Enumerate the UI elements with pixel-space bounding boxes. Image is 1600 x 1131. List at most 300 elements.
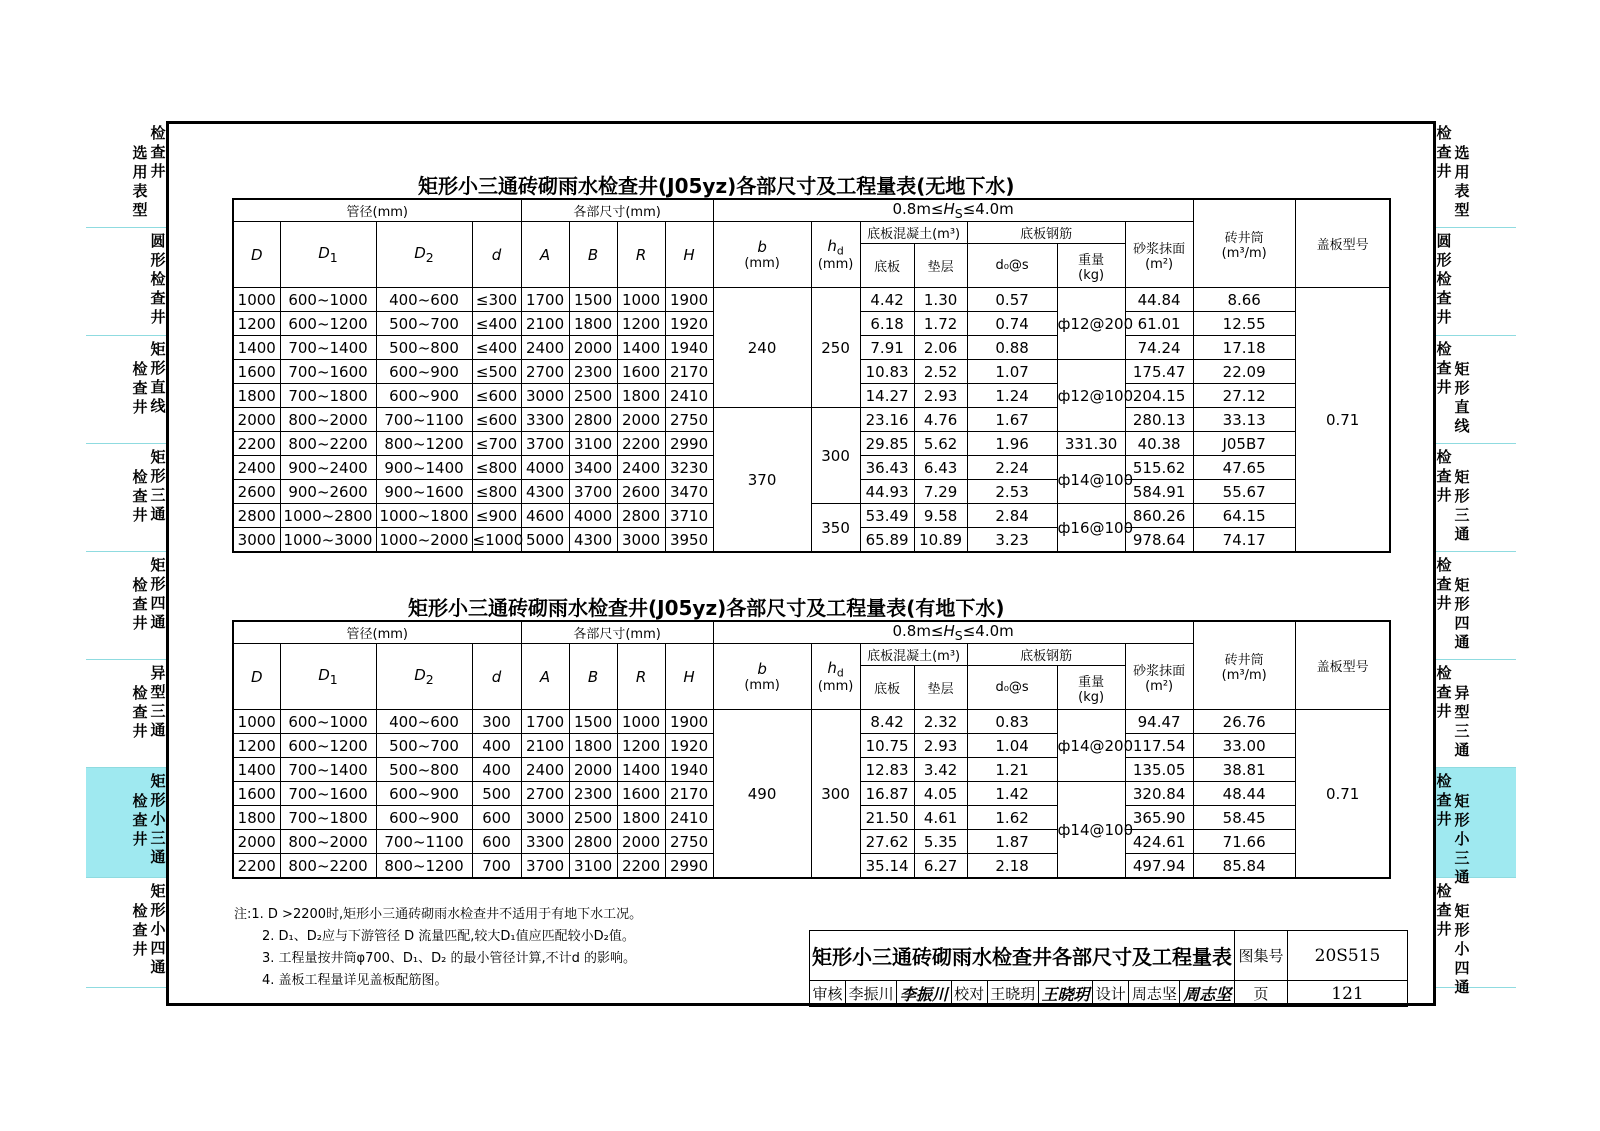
cell-slab: 9.58 bbox=[914, 504, 967, 528]
cell-H: 3230 bbox=[665, 456, 713, 480]
cell-A: 3300 bbox=[521, 830, 569, 854]
cell-slab: 2.32 bbox=[914, 710, 967, 734]
col-H: H bbox=[665, 222, 713, 288]
cell-cushion: 0.74 bbox=[967, 312, 1057, 336]
cell-B: 2000 bbox=[569, 758, 617, 782]
sidebar-tab[interactable] bbox=[86, 228, 166, 336]
cell-B: 2000 bbox=[569, 336, 617, 360]
cell-wall: 29.85 bbox=[860, 432, 914, 456]
cell-D2: 400~600 bbox=[376, 710, 472, 734]
sidebar-tab[interactable] bbox=[86, 768, 166, 878]
cell-D: 2800 bbox=[233, 504, 280, 528]
cell-R: 1200 bbox=[617, 734, 665, 758]
table-row bbox=[233, 288, 1390, 312]
sidebar-tab[interactable] bbox=[1436, 768, 1516, 886]
cell-R: 2800 bbox=[617, 504, 665, 528]
cell-R: 1800 bbox=[617, 384, 665, 408]
cell-wall: 12.83 bbox=[860, 758, 914, 782]
right-sidebar bbox=[1436, 120, 1516, 996]
col-D1: $D_1$ bbox=[280, 222, 376, 288]
pipe-header: 管径(mm) bbox=[233, 199, 521, 222]
cell-D2: 900~1600 bbox=[376, 480, 472, 504]
cell-cushion: 1.07 bbox=[967, 360, 1057, 384]
cell-hd: 300 bbox=[811, 710, 860, 879]
cell-slab: 7.29 bbox=[914, 480, 967, 504]
cell-wall: 21.50 bbox=[860, 806, 914, 830]
col-D2: $D_2$ bbox=[376, 644, 472, 710]
cell-cushion: 0.83 bbox=[967, 710, 1057, 734]
cell-d: ≤500 bbox=[472, 360, 521, 384]
cell-B: 4000 bbox=[569, 504, 617, 528]
cell-wall: 8.42 bbox=[860, 710, 914, 734]
sidebar-tab[interactable] bbox=[1436, 444, 1516, 552]
cell-B: 2500 bbox=[569, 806, 617, 830]
cell-B: 3100 bbox=[569, 854, 617, 879]
sidebar-tab-label: 检查井 bbox=[132, 902, 148, 958]
cell-b: 490 bbox=[713, 710, 811, 879]
cell-D1: 700~1800 bbox=[280, 806, 376, 830]
col-b: b (mm) bbox=[713, 644, 811, 710]
cell-cushion: 1.21 bbox=[967, 758, 1057, 782]
cell-plaster: 74.17 bbox=[1193, 528, 1295, 553]
cell-D2: 900~1400 bbox=[376, 456, 472, 480]
note-4: 4. 盖板工程量详见盖板配筋图。 bbox=[262, 973, 448, 988]
cell-D: 2000 bbox=[233, 408, 280, 432]
cell-D1: 600~1000 bbox=[280, 288, 376, 312]
sidebar-tab-label: 检查井 bbox=[132, 576, 148, 632]
cell-B: 1500 bbox=[569, 710, 617, 734]
cell-wall: 65.89 bbox=[860, 528, 914, 553]
sidebar-tab-label: 检查井 bbox=[1436, 772, 1452, 828]
cell-plaster: 47.65 bbox=[1193, 456, 1295, 480]
col-R: R bbox=[617, 222, 665, 288]
cell-rebar: ф14@100 bbox=[1057, 456, 1125, 504]
cell-wall: 53.49 bbox=[860, 504, 914, 528]
sidebar-tab[interactable] bbox=[86, 120, 166, 228]
cell-R: 1200 bbox=[617, 312, 665, 336]
sidebar-tab-label: 检查井 bbox=[1436, 556, 1452, 612]
col-d: d bbox=[472, 222, 521, 288]
cover-header: 盖板型号 bbox=[1295, 199, 1390, 288]
cell-B: 2300 bbox=[569, 360, 617, 384]
cell-B: 1800 bbox=[569, 734, 617, 758]
cell-slab: 5.35 bbox=[914, 830, 967, 854]
cell-weight: 117.54 bbox=[1125, 734, 1193, 758]
table-row bbox=[233, 504, 1390, 528]
sidebar-tab-label: 异型三通 bbox=[150, 664, 166, 739]
cell-D2: 1000~2000 bbox=[376, 528, 472, 553]
table2-title: 矩形小三通砖砌雨水检查井(J05yz)各部尺寸及工程量表(有地下水) bbox=[408, 596, 1005, 620]
review-label: 审核 bbox=[810, 981, 846, 1007]
col-cushion: 垫层 bbox=[914, 244, 967, 288]
designer-signature: 周志坚 bbox=[1180, 981, 1235, 1007]
page-label: 页 bbox=[1235, 981, 1288, 1007]
cell-wall: 36.43 bbox=[860, 456, 914, 480]
cell-A: 3700 bbox=[521, 854, 569, 879]
cell-D: 1400 bbox=[233, 758, 280, 782]
col-D1: $D_1$ bbox=[280, 644, 376, 710]
sidebar-tab-label: 检查井 bbox=[150, 124, 166, 180]
cell-d: 700 bbox=[472, 854, 521, 879]
cell-weight: 860.26 bbox=[1125, 504, 1193, 528]
sidebar-tab-label: 矩形小三通 bbox=[1454, 792, 1470, 886]
cell-hd: 250 bbox=[811, 288, 860, 408]
cell-cushion: 0.57 bbox=[967, 288, 1057, 312]
cell-plaster: 12.55 bbox=[1193, 312, 1295, 336]
note-1: 注:1. D >2200时,矩形小三通砖砌雨水检查井不适用于有地下水工况。 bbox=[234, 907, 643, 922]
sidebar-tab[interactable] bbox=[86, 336, 166, 444]
cell-D: 1800 bbox=[233, 806, 280, 830]
cell-wall: 14.27 bbox=[860, 384, 914, 408]
cell-A: 3000 bbox=[521, 384, 569, 408]
cell-D2: 400~600 bbox=[376, 288, 472, 312]
cell-D1: 800~2000 bbox=[280, 408, 376, 432]
cell-weight: 320.84 bbox=[1125, 782, 1193, 806]
cell-wall: 35.14 bbox=[860, 854, 914, 879]
cell-d: 400 bbox=[472, 734, 521, 758]
cell-weight: 61.01 bbox=[1125, 312, 1193, 336]
cell-slab: 5.62 bbox=[914, 432, 967, 456]
table1 bbox=[232, 198, 1391, 553]
cell-cover: J05B7 bbox=[1193, 432, 1295, 456]
sidebar-tab[interactable] bbox=[1436, 120, 1516, 228]
cell-plaster: 40.38 bbox=[1125, 432, 1193, 456]
cell-D: 1000 bbox=[233, 288, 280, 312]
cell-weight: 331.30 bbox=[1057, 432, 1125, 456]
col-A: A bbox=[521, 644, 569, 710]
sidebar-tab-label: 矩形三通 bbox=[150, 448, 166, 523]
cell-D1: 900~2600 bbox=[280, 480, 376, 504]
col-b: b (mm) bbox=[713, 222, 811, 288]
cell-H: 1900 bbox=[665, 710, 713, 734]
cell-d: ≤1000 bbox=[472, 528, 521, 553]
col-D: D bbox=[233, 644, 280, 710]
cell-weight: 94.47 bbox=[1125, 710, 1193, 734]
col-concrete: 底板混凝土(m³) bbox=[860, 222, 967, 244]
cell-weight: 497.94 bbox=[1125, 854, 1193, 879]
cell-H: 1920 bbox=[665, 734, 713, 758]
cell-H: 2990 bbox=[665, 432, 713, 456]
sidebar-tab[interactable] bbox=[1436, 660, 1516, 768]
cell-D1: 800~2200 bbox=[280, 432, 376, 456]
cell-plaster: 71.66 bbox=[1193, 830, 1295, 854]
cell-D2: 500~700 bbox=[376, 312, 472, 336]
cell-weight: 280.13 bbox=[1125, 408, 1193, 432]
cell-slab: 1.30 bbox=[914, 288, 967, 312]
designer-name: 周志坚 bbox=[1129, 981, 1180, 1007]
cover-header: 盖板型号 bbox=[1295, 621, 1390, 710]
cell-R: 2000 bbox=[617, 408, 665, 432]
cell-cushion: 1.96 bbox=[967, 432, 1057, 456]
cell-D2: 800~1200 bbox=[376, 432, 472, 456]
cell-cushion: 1.04 bbox=[967, 734, 1057, 758]
table-row bbox=[233, 408, 1390, 432]
col-rebar: 底板钢筋 bbox=[967, 222, 1125, 244]
cell-weight: 74.24 bbox=[1125, 336, 1193, 360]
cell-R: 2400 bbox=[617, 456, 665, 480]
cell-cushion: 3.23 bbox=[967, 528, 1057, 553]
sidebar-tab[interactable] bbox=[86, 444, 166, 552]
cell-wall: 4.42 bbox=[860, 288, 914, 312]
cell-d: ≤600 bbox=[472, 408, 521, 432]
cell-D2: 600~900 bbox=[376, 806, 472, 830]
cell-weight: 584.91 bbox=[1125, 480, 1193, 504]
cell-A: 4300 bbox=[521, 480, 569, 504]
reviewer-name: 李振川 bbox=[845, 981, 896, 1007]
cell-A: 3300 bbox=[521, 408, 569, 432]
col-D2: $D_2$ bbox=[376, 222, 472, 288]
sidebar-tab-label: 检查井 bbox=[1436, 340, 1452, 396]
cell-plaster: 85.84 bbox=[1193, 854, 1295, 879]
cell-rebar: ф12@100 bbox=[1057, 360, 1125, 432]
cell-plaster: 26.76 bbox=[1193, 710, 1295, 734]
cell-A: 2400 bbox=[521, 336, 569, 360]
cell-B: 2500 bbox=[569, 384, 617, 408]
cell-plaster: 55.67 bbox=[1193, 480, 1295, 504]
cell-wall: 27.62 bbox=[860, 830, 914, 854]
cell-D1: 800~2000 bbox=[280, 830, 376, 854]
cell-D2: 500~700 bbox=[376, 734, 472, 758]
col-slab: 底板 bbox=[860, 666, 914, 710]
cell-D: 1800 bbox=[233, 384, 280, 408]
cell-cushion: 0.88 bbox=[967, 336, 1057, 360]
cell-H: 1920 bbox=[665, 312, 713, 336]
cell-D1: 700~1600 bbox=[280, 360, 376, 384]
cell-B: 1500 bbox=[569, 288, 617, 312]
cell-cushion: 1.87 bbox=[967, 830, 1057, 854]
cell-slab: 3.42 bbox=[914, 758, 967, 782]
checker-signature: 王晓玥 bbox=[1038, 981, 1092, 1007]
cell-cushion: 2.53 bbox=[967, 480, 1057, 504]
col-rebar: 底板钢筋 bbox=[967, 644, 1125, 666]
sidebar-tab-label: 检查井 bbox=[132, 684, 148, 740]
cell-rebar: ф14@200 bbox=[1057, 710, 1125, 782]
cell-R: 2200 bbox=[617, 854, 665, 879]
cell-D1: 700~1600 bbox=[280, 782, 376, 806]
cell-weight: 424.61 bbox=[1125, 830, 1193, 854]
sidebar-tab-label: 选用表型 bbox=[132, 144, 148, 219]
cell-wall: 23.16 bbox=[860, 408, 914, 432]
sidebar-tab-label: 矩形三通 bbox=[1454, 468, 1470, 543]
cell-d: 600 bbox=[472, 806, 521, 830]
cell-D2: 500~800 bbox=[376, 336, 472, 360]
cell-hd: 300 bbox=[811, 408, 860, 504]
sidebar-tab[interactable] bbox=[1436, 552, 1516, 660]
cell-weight: 204.15 bbox=[1125, 384, 1193, 408]
cell-R: 2200 bbox=[617, 432, 665, 456]
col-rebar-ds: d₀@s bbox=[967, 244, 1057, 288]
shaft-header: 砖井筒 (m³/m) bbox=[1193, 621, 1295, 710]
cell-H: 1900 bbox=[665, 288, 713, 312]
cell-D2: 600~900 bbox=[376, 384, 472, 408]
cell-D1: 600~1200 bbox=[280, 312, 376, 336]
cell-B: 2800 bbox=[569, 830, 617, 854]
cell-H: 3470 bbox=[665, 480, 713, 504]
cell-cushion: 1.62 bbox=[967, 806, 1057, 830]
cell-R: 1000 bbox=[617, 710, 665, 734]
cell-cushion: 2.18 bbox=[967, 854, 1057, 879]
cell-D2: 600~900 bbox=[376, 360, 472, 384]
col-cushion: 垫层 bbox=[914, 666, 967, 710]
cell-slab: 4.61 bbox=[914, 806, 967, 830]
sidebar-tab-label: 矩形直线 bbox=[150, 340, 166, 415]
page-number: 121 bbox=[1288, 981, 1408, 1007]
cell-weight: 44.84 bbox=[1125, 288, 1193, 312]
cell-slab: 2.93 bbox=[914, 734, 967, 758]
cell-slab: 10.89 bbox=[914, 528, 967, 553]
cell-R: 1800 bbox=[617, 806, 665, 830]
cell-slab: 2.93 bbox=[914, 384, 967, 408]
sidebar-tab-label: 矩形小四通 bbox=[150, 882, 166, 976]
col-R: R bbox=[617, 644, 665, 710]
title-block bbox=[809, 930, 1408, 1007]
cell-cushion: 2.24 bbox=[967, 456, 1057, 480]
cell-R: 1400 bbox=[617, 758, 665, 782]
cell-d: 300 bbox=[472, 710, 521, 734]
cell-B: 3100 bbox=[569, 432, 617, 456]
cell-weight: 515.62 bbox=[1125, 456, 1193, 480]
cell-wall: 10.75 bbox=[860, 734, 914, 758]
sidebar-tab[interactable] bbox=[86, 552, 166, 660]
sidebar-tab[interactable] bbox=[1436, 336, 1516, 444]
col-plaster: 砂浆抹面 (m²) bbox=[1125, 644, 1193, 710]
cell-D: 1400 bbox=[233, 336, 280, 360]
cell-H: 2990 bbox=[665, 854, 713, 879]
cell-D: 1200 bbox=[233, 734, 280, 758]
cell-b: 240 bbox=[713, 288, 811, 408]
cell-H: 2410 bbox=[665, 806, 713, 830]
cell-weight: 365.90 bbox=[1125, 806, 1193, 830]
cell-wall: 10.83 bbox=[860, 360, 914, 384]
cell-d: ≤800 bbox=[472, 456, 521, 480]
cell-weight: 175.47 bbox=[1125, 360, 1193, 384]
cell-D: 3000 bbox=[233, 528, 280, 553]
cell-A: 2400 bbox=[521, 758, 569, 782]
cell-shaft: 0.71 bbox=[1295, 288, 1390, 553]
cell-slab: 1.72 bbox=[914, 312, 967, 336]
left-sidebar bbox=[86, 120, 166, 988]
cell-wall: 16.87 bbox=[860, 782, 914, 806]
cell-D: 1200 bbox=[233, 312, 280, 336]
drawing-title: 矩形小三通砖砌雨水检查井各部尺寸及工程量表 bbox=[810, 931, 1235, 981]
cell-A: 4600 bbox=[521, 504, 569, 528]
cell-D: 1600 bbox=[233, 782, 280, 806]
sidebar-tab-label: 选用表型 bbox=[1454, 144, 1470, 219]
cell-d: ≤600 bbox=[472, 384, 521, 408]
cell-A: 4000 bbox=[521, 456, 569, 480]
atlas-number: 20S515 bbox=[1288, 931, 1408, 981]
sidebar-tab[interactable] bbox=[1436, 878, 1516, 996]
cell-D1: 700~1400 bbox=[280, 336, 376, 360]
cell-D2: 500~800 bbox=[376, 758, 472, 782]
cell-H: 3710 bbox=[665, 504, 713, 528]
cell-b: 370 bbox=[713, 408, 811, 553]
cell-A: 3000 bbox=[521, 806, 569, 830]
cell-H: 2170 bbox=[665, 360, 713, 384]
cell-slab: 2.52 bbox=[914, 360, 967, 384]
cell-plaster: 27.12 bbox=[1193, 384, 1295, 408]
cell-plaster: 33.00 bbox=[1193, 734, 1295, 758]
cell-cushion: 1.42 bbox=[967, 782, 1057, 806]
cell-slab: 4.76 bbox=[914, 408, 967, 432]
cell-d: ≤700 bbox=[472, 432, 521, 456]
cell-H: 1940 bbox=[665, 336, 713, 360]
cell-D1: 600~1200 bbox=[280, 734, 376, 758]
cell-slab: 2.06 bbox=[914, 336, 967, 360]
sidebar-tab[interactable] bbox=[1436, 228, 1516, 336]
note-3: 3. 工程量按井筒φ700、D₁、D₂ 的最小管径计算,不计d 的影响。 bbox=[262, 951, 637, 966]
cell-cushion: 2.84 bbox=[967, 504, 1057, 528]
col-weight: 重量 (kg) bbox=[1057, 666, 1125, 710]
cell-d: 500 bbox=[472, 782, 521, 806]
cell-A: 2100 bbox=[521, 734, 569, 758]
cell-hd: 350 bbox=[811, 504, 860, 553]
col-hd: $h_d$ (mm) bbox=[811, 644, 860, 710]
cell-B: 4300 bbox=[569, 528, 617, 553]
cell-H: 2410 bbox=[665, 384, 713, 408]
cell-H: 2750 bbox=[665, 408, 713, 432]
cell-B: 3700 bbox=[569, 480, 617, 504]
cell-D2: 700~1100 bbox=[376, 830, 472, 854]
col-plaster: 砂浆抹面 (m²) bbox=[1125, 222, 1193, 288]
sidebar-tab-label: 检查井 bbox=[1436, 882, 1452, 938]
cell-slab: 6.43 bbox=[914, 456, 967, 480]
cell-A: 1700 bbox=[521, 288, 569, 312]
col-slab: 底板 bbox=[860, 244, 914, 288]
sidebar-tab-label: 矩形小四通 bbox=[1454, 902, 1470, 996]
cell-plaster: 64.15 bbox=[1193, 504, 1295, 528]
cell-D1: 700~1400 bbox=[280, 758, 376, 782]
cell-H: 2750 bbox=[665, 830, 713, 854]
cell-cushion: 1.67 bbox=[967, 408, 1057, 432]
cell-slab: 4.05 bbox=[914, 782, 967, 806]
range-header: $0.8m\le H_S\le 4.0m$ bbox=[713, 199, 1193, 222]
cell-plaster: 38.81 bbox=[1193, 758, 1295, 782]
cell-D2: 700~1100 bbox=[376, 408, 472, 432]
cell-D2: 600~900 bbox=[376, 782, 472, 806]
cell-R: 1600 bbox=[617, 782, 665, 806]
cell-rebar: ф14@100 bbox=[1057, 782, 1125, 879]
cell-cushion: 1.24 bbox=[967, 384, 1057, 408]
cell-shaft: 0.71 bbox=[1295, 710, 1390, 879]
col-hd: $h_d$ (mm) bbox=[811, 222, 860, 288]
cell-D2: 800~1200 bbox=[376, 854, 472, 879]
cell-R: 1400 bbox=[617, 336, 665, 360]
dims-header: 各部尺寸(mm) bbox=[521, 621, 713, 644]
cell-D1: 600~1000 bbox=[280, 710, 376, 734]
cell-B: 3400 bbox=[569, 456, 617, 480]
sidebar-tab[interactable] bbox=[86, 660, 166, 768]
sidebar-tab-label: 矩形直线 bbox=[1454, 360, 1470, 435]
sidebar-tab-label: 矩形四通 bbox=[150, 556, 166, 631]
cell-R: 2600 bbox=[617, 480, 665, 504]
sidebar-tab[interactable] bbox=[86, 878, 166, 988]
table-row bbox=[233, 710, 1390, 734]
reviewer-signature: 李振川 bbox=[897, 981, 951, 1007]
cell-wall: 6.18 bbox=[860, 312, 914, 336]
cell-rebar: ф16@100 bbox=[1057, 504, 1125, 553]
cell-rebar: ф12@200 bbox=[1057, 288, 1125, 360]
sidebar-tab-label: 圆形检查井 bbox=[150, 232, 166, 326]
sidebar-tab-label: 检查井 bbox=[132, 360, 148, 416]
cell-D2: 1000~1800 bbox=[376, 504, 472, 528]
note-2: 2. D₁、D₂应与下游管径 D 流量匹配,较大D₁值应匹配较小D₂值。 bbox=[262, 929, 635, 944]
cell-H: 1940 bbox=[665, 758, 713, 782]
cell-slab: 6.27 bbox=[914, 854, 967, 879]
cell-D: 2400 bbox=[233, 456, 280, 480]
cell-H: 3950 bbox=[665, 528, 713, 553]
cell-D: 2600 bbox=[233, 480, 280, 504]
